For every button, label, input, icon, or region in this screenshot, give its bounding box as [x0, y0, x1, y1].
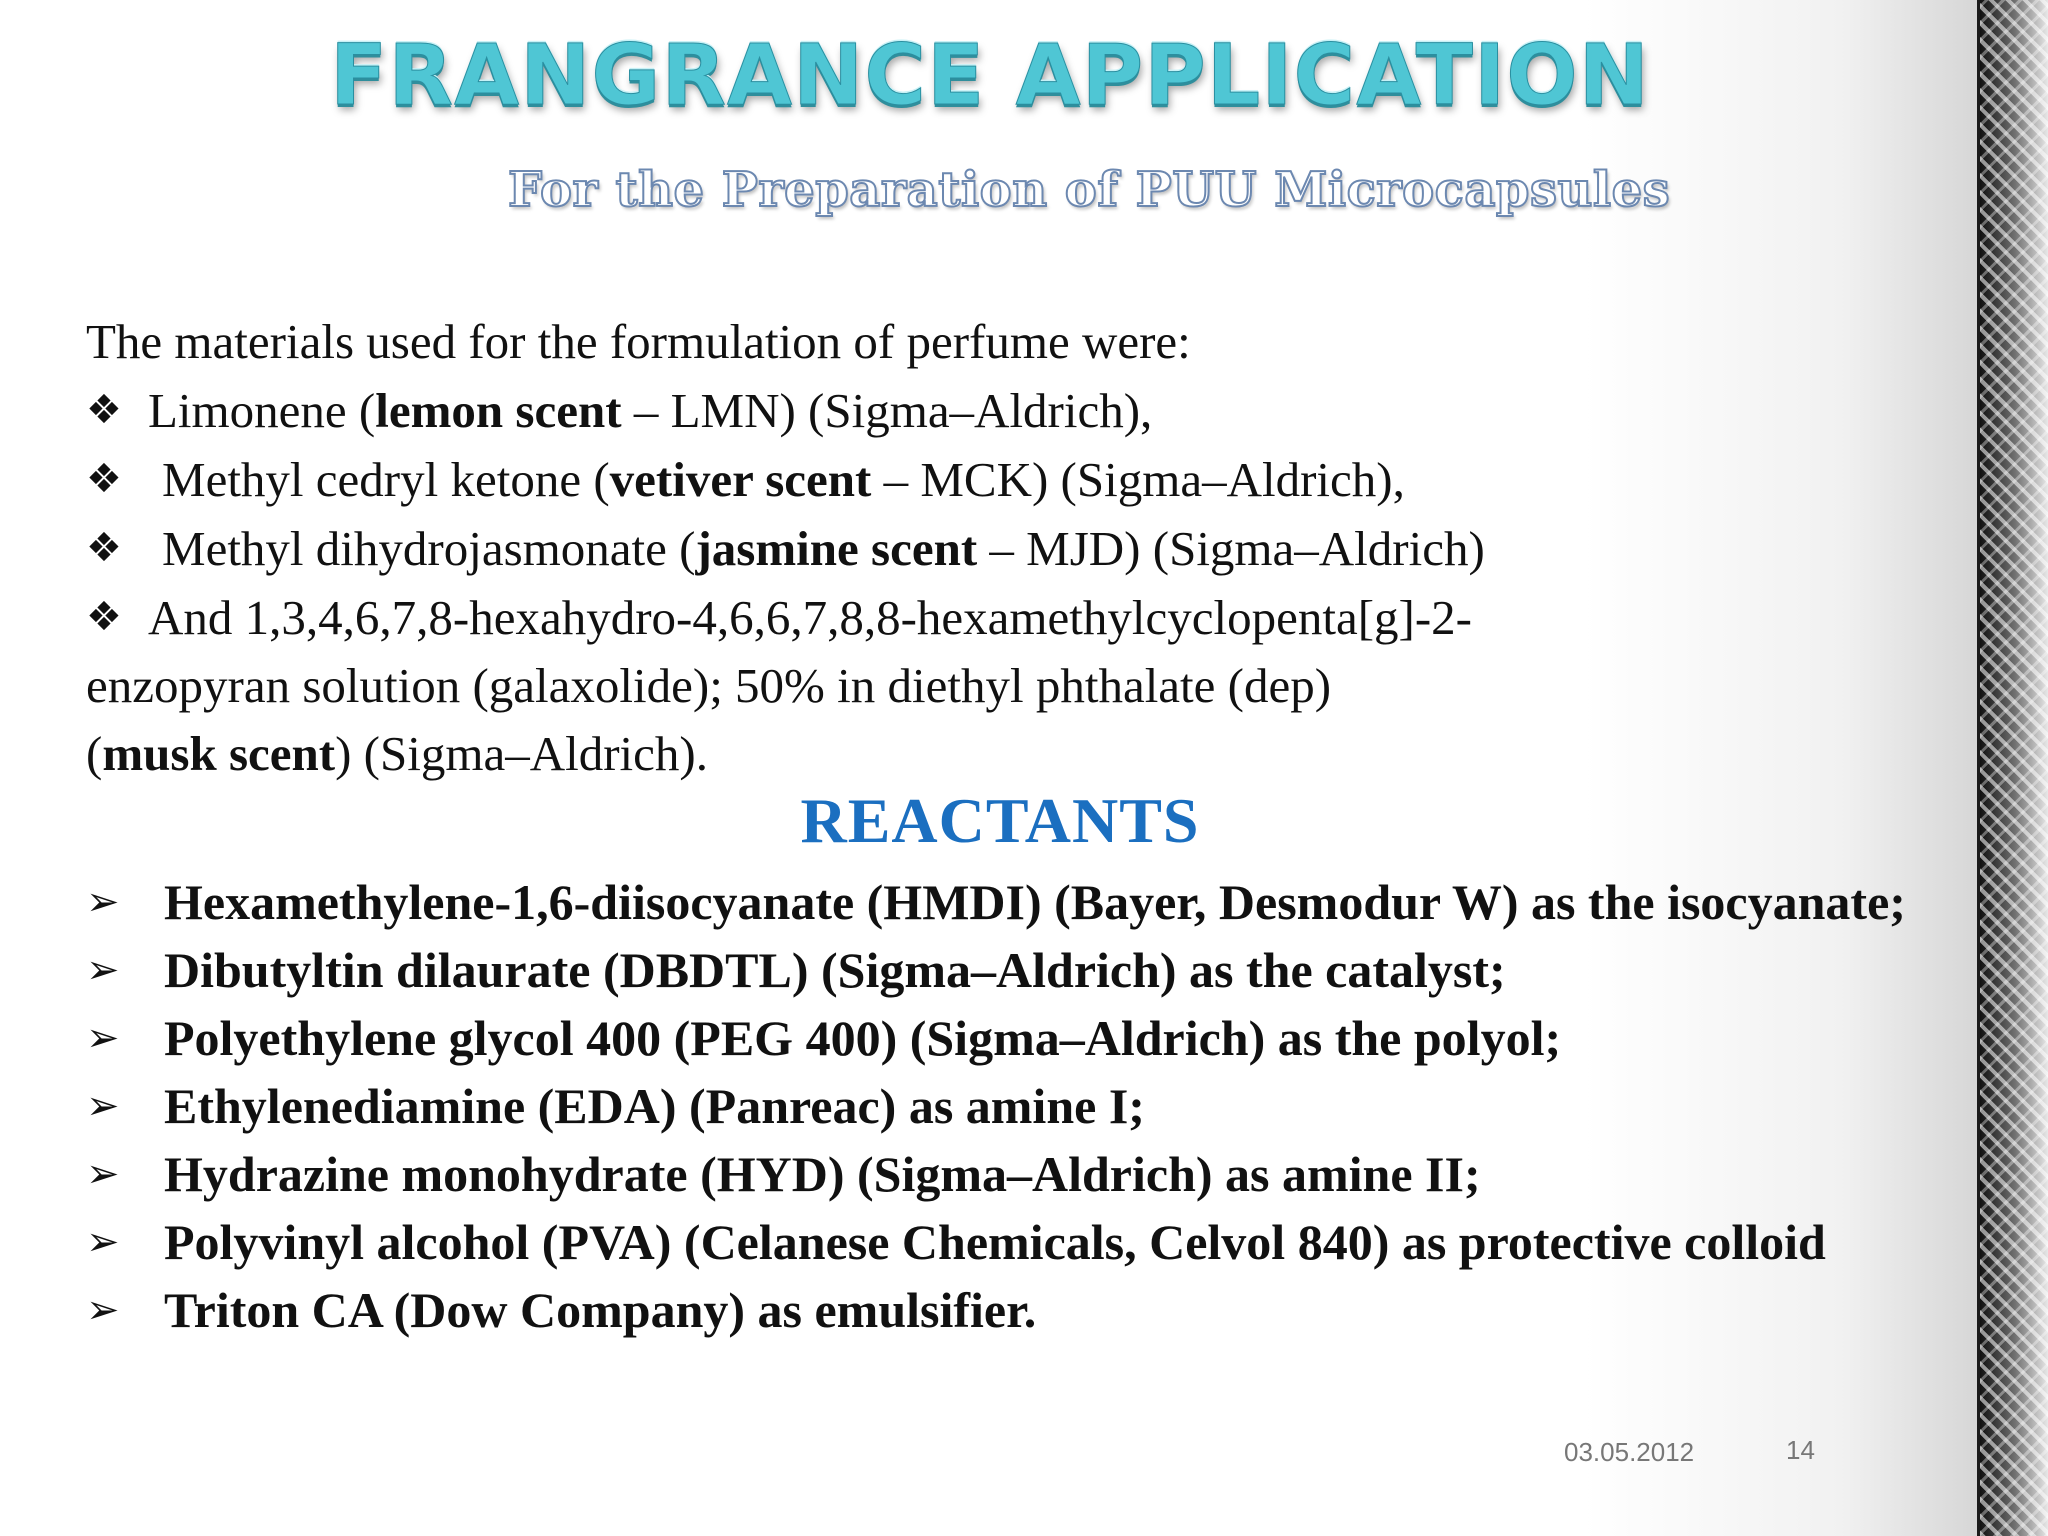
- material-text-pre: Methyl dihydrojasmonate (: [162, 521, 696, 576]
- material-item-mck: [86, 445, 1726, 514]
- slide-page-number: 14: [1786, 1435, 1815, 1465]
- reactant-item: [86, 936, 1906, 1004]
- reactants-list: [86, 868, 1906, 1344]
- reactant-text: Ethylenediamine (EDA) (Panreac) as amine I;: [164, 1078, 1145, 1134]
- galaxolide-text-1: And 1,3,4,6,7,8-hexahydro-4,6,6,7,8,8-hexamethylcyclopenta[g]-2-: [148, 590, 1472, 645]
- materials-section: [86, 308, 1726, 788]
- reactant-text: Polyethylene glycol 400 (PEG 400) (Sigma–Aldrich) as the polyol;: [164, 1010, 1562, 1066]
- reactant-item: [86, 1208, 1906, 1276]
- material-scent: jasmine scent: [695, 521, 978, 576]
- material-text-post: – MJD) (Sigma–Aldrich): [977, 521, 1485, 576]
- galaxolide-text-post: ) (Sigma–Aldrich).: [335, 726, 708, 781]
- galaxolide-scent: musk scent: [102, 726, 336, 781]
- material-text-post: – MCK) (Sigma–Aldrich),: [871, 452, 1405, 507]
- material-item-limonene: [86, 376, 1726, 445]
- material-scent: vetiver scent: [609, 452, 872, 507]
- diamond-bullet-icon: ❖: [86, 594, 122, 640]
- diamond-bullet-icon: ❖: [86, 387, 122, 433]
- arrow-bullet-icon: ➢: [86, 1287, 120, 1333]
- reactant-item: [86, 1004, 1906, 1072]
- arrow-bullet-icon: ➢: [86, 1083, 120, 1129]
- arrow-bullet-icon: ➢: [86, 1219, 120, 1265]
- reactant-text: Dibutyltin dilaurate (DBDTL) (Sigma–Aldrich) as the catalyst;: [164, 942, 1506, 998]
- material-text-post: – LMN) (Sigma–Aldrich),: [621, 383, 1153, 438]
- galaxolide-line3: [86, 720, 1726, 788]
- galaxolide-text-pre: (: [86, 726, 103, 781]
- arrow-bullet-icon: ➢: [86, 947, 120, 993]
- reactant-text: Polyvinyl alcohol (PVA) (Celanese Chemicals, Celvol 840) as protective colloid: [164, 1214, 1826, 1270]
- galaxolide-text-2: enzopyran solution (galaxolide); 50% in diethyl phthalate (dep): [86, 658, 1332, 713]
- reactant-item: [86, 1276, 1906, 1344]
- material-item-galaxolide-line1: [86, 583, 1726, 652]
- material-text-pre: Methyl cedryl ketone (: [162, 452, 610, 507]
- slide-subtitle: For the Preparation of PUU Microcapsules: [508, 162, 1671, 218]
- slide-title: FRANGRANCE APPLICATION: [330, 26, 1650, 124]
- arrow-bullet-icon: ➢: [86, 1151, 120, 1197]
- material-item-mjd: [86, 514, 1726, 583]
- diamond-bullet-icon: ❖: [86, 525, 122, 571]
- reactant-item: [86, 1140, 1906, 1208]
- arrow-bullet-icon: ➢: [86, 1015, 120, 1061]
- reactant-item: [86, 868, 1906, 936]
- diamond-bullet-icon: ❖: [86, 456, 122, 502]
- reactants-heading: REACTANTS: [800, 785, 1200, 856]
- reactant-text: Hexamethylene-1,6-diisocyanate (HMDI) (Bayer, Desmodur W) as the isocyanate;: [164, 874, 1906, 930]
- material-scent: lemon scent: [375, 383, 622, 438]
- arrow-bullet-icon: ➢: [86, 879, 120, 925]
- decorative-border-pattern: [1980, 0, 2048, 1536]
- material-text-pre: Limonene (: [148, 383, 376, 438]
- slide-date: 03.05.2012: [1564, 1437, 1695, 1467]
- intro-text: The materials used for the formulation of perfume were:: [86, 314, 1191, 369]
- reactant-item: [86, 1072, 1906, 1140]
- reactant-text: Triton CA (Dow Company) as emulsifier.: [164, 1282, 1037, 1338]
- reactant-text: Hydrazine monohydrate (HYD) (Sigma–Aldrich) as amine II;: [164, 1146, 1481, 1202]
